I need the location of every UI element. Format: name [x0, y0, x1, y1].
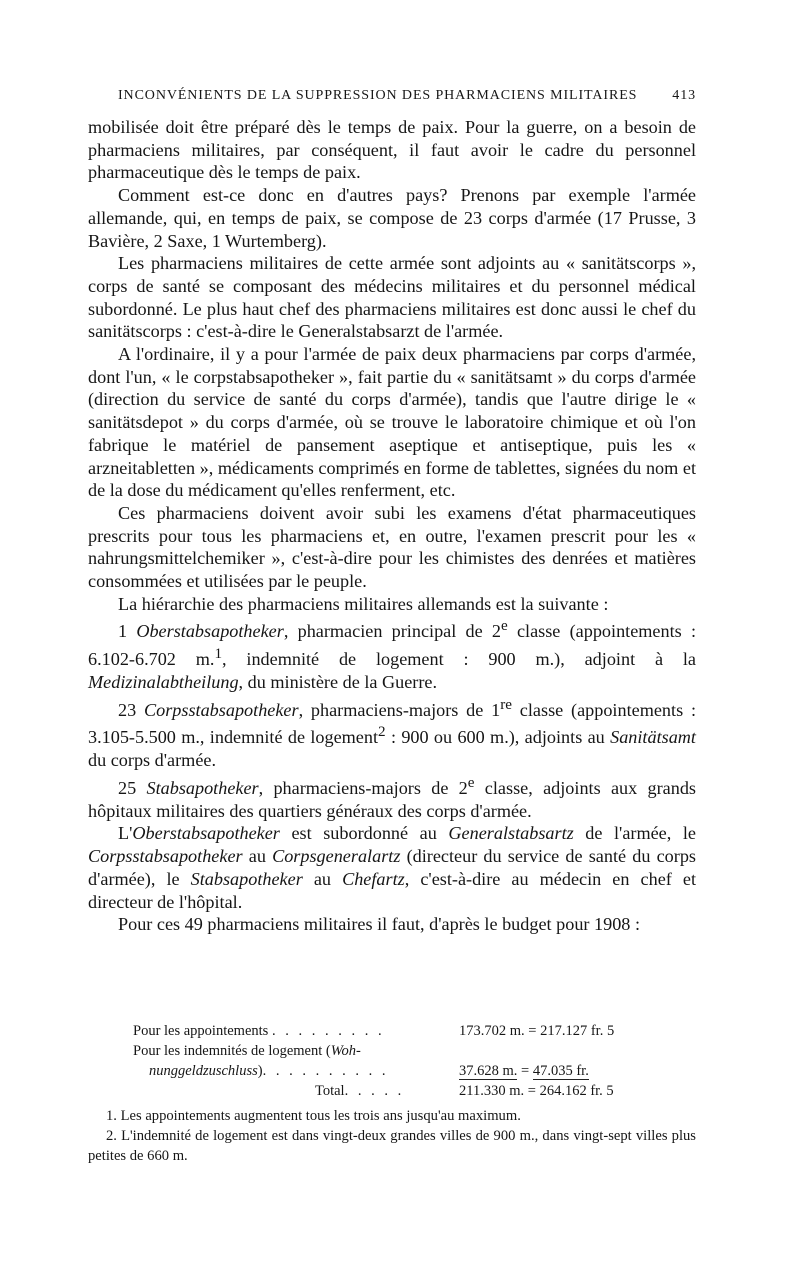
text-span: classe, adjoints aux grands hôpitaux militaires des quartiers généraux des corps d'armée. — [88, 778, 696, 821]
equals-sign: = — [527, 1083, 536, 1099]
label-italic: nunggeldzuschluss — [149, 1063, 258, 1079]
italic-term: Corpsstabsapotheker — [143, 699, 299, 720]
budget-table — [133, 1021, 653, 1101]
paragraph: Ces pharmaciens doivent avoir subi les examens d'état pharmaceutiques prescrits pour tous les pharmaciens et, en outre, l'examen prescrit pour les « nahrungsmittelchemiker », c'est-à-dire pour les chimistes des denrées et matières consommées et utilisées par le peuple. — [88, 502, 696, 592]
footnote-ref: 1 — [214, 645, 223, 663]
italic-term: Medizinalabtheilung — [88, 672, 239, 692]
equals-sign: = — [521, 1063, 530, 1079]
italic-term: Stabsapotheker — [190, 868, 303, 889]
superscript: re — [500, 695, 513, 713]
budget-amount — [459, 1061, 595, 1081]
hierarchy-item — [88, 694, 696, 772]
amount-fr: 47.035 fr. — [532, 1063, 589, 1079]
text-span: , indemnité de logement : 900 m.), adjoint à la — [222, 649, 696, 670]
text-span: du corps d'armée. — [88, 750, 217, 771]
italic-term: Chefartz — [342, 868, 405, 889]
footnote: 1. Les appointements augmentent tous les trois ans jusqu'au maximum. — [106, 1108, 521, 1124]
paragraph: mobilisée doit être préparé dès le temps de paix. Pour la guerre, on a besoin de pharmaciens militaires, par conséquent, il faut avoir le cadre du personnel pharmaceutique dès le temps de paix. — [88, 117, 696, 183]
superscript: e — [467, 773, 475, 791]
label-italic: Woh- — [330, 1043, 361, 1059]
text-span: classe (appointements : 6.102-6.702 m. — [88, 621, 697, 670]
text-span: au — [302, 868, 343, 889]
label-text: Total — [315, 1083, 345, 1099]
amount-m: 211.330 m. — [459, 1083, 525, 1099]
paragraph: Comment est-ce donc en d'autres pays? Prenons par exemple l'armée allemande, qui, en temps de paix, se compose de 23 corps d'armée (17 Prusse, 3 Bavière, 2 Saxe, 1 Wurtemberg). — [88, 185, 696, 251]
text-span: (directeur du service de santé du corps d'armée), le — [88, 846, 696, 889]
text-span: L' — [118, 823, 133, 844]
budget-row — [133, 1061, 653, 1081]
amount-fr: 264.162 fr. 5 — [539, 1083, 614, 1099]
text-span: classe (appointements : 3.105-5.500 m., indemnité de logement — [88, 699, 696, 748]
text-span: : 900 ou 600 m.), adjoints au — [385, 727, 611, 748]
text-span: , pharmaciens-majors de 2 — [258, 778, 468, 798]
body-text — [88, 116, 696, 936]
running-header — [118, 88, 696, 110]
italic-term: Generalstabsartz — [448, 823, 574, 844]
italic-term: Stabsapotheker — [146, 778, 259, 798]
budget-label — [149, 1061, 388, 1081]
budget-label — [133, 1021, 385, 1041]
footnote-ref: 2 — [378, 723, 386, 741]
text-span: , pharmaciens-majors de 1 — [298, 699, 501, 720]
text-span: au — [242, 846, 273, 867]
budget-amount: 173.702 m. = 217.127 fr. 5 — [459, 1023, 615, 1039]
label-text: Pour les indemnités de logement ( — [133, 1043, 331, 1059]
leader-dots: . . . . . . . . . . — [262, 1063, 389, 1079]
amount-m: 37.628 m. — [459, 1063, 518, 1079]
text-span: 23 — [118, 699, 144, 720]
italic-term: Oberstabsapotheker — [132, 823, 280, 844]
leader-dots: . . . . . — [344, 1083, 405, 1099]
superscript: e — [501, 617, 508, 635]
budget-total-row — [133, 1081, 653, 1101]
footnotes — [88, 1106, 696, 1166]
paragraph: A l'ordinaire, il y a pour l'armée de paix deux pharmaciens par corps d'armée, dont l'un, « le corpstabsapotheker », fait partie du « sanitätsamt » du corps d'armée (direction du service de santé du corps d'armée), tandis que l'autre dirige le « sanitätsdepot » du corps d'armée, où se trouve le laboratoire chimique et où l'on fabrique le matériel de pansement aseptique et antiseptique, puis les « arzneitabletten », médicaments comprimés en forme de tablettes, signées du nom et de la dose du médicament qu'elles renferment, etc. — [88, 344, 696, 501]
paragraph: Pour ces 49 pharmaciens militaires il faut, d'après le budget pour 1908 : — [118, 914, 640, 935]
budget-row — [133, 1041, 653, 1061]
page-number: 413 — [672, 88, 696, 103]
budget-row — [133, 1021, 653, 1041]
budget-label — [315, 1081, 404, 1101]
hierarchy-item — [88, 772, 696, 822]
italic-term: Corpsstabsapotheker — [88, 846, 243, 867]
text-span: 1 — [118, 621, 137, 642]
text-span: , pharmacien principal de 2 — [283, 621, 501, 642]
label-text: ) — [257, 1063, 263, 1079]
italic-term: Sanitätsamt — [610, 727, 696, 748]
text-span: 25 — [118, 778, 147, 798]
italic-term: Corpsgeneralartz — [272, 846, 401, 867]
budget-label — [133, 1041, 361, 1061]
leader-dots: . . . . . . . . . — [271, 1023, 385, 1039]
paragraph — [88, 822, 696, 913]
budget-amount — [459, 1081, 614, 1101]
text-span: , c'est-à-dire au médecin en chef et directeur de l'hôpital. — [88, 868, 697, 912]
text-span: est subordonné au — [279, 823, 449, 844]
text-span: , du ministère de la Guerre. — [238, 672, 438, 692]
running-title: INCONVÉNIENTS DE LA SUPPRESSION DES PHARMACIENS MILITAIRES — [118, 88, 638, 103]
paragraph: La hiérarchie des pharmaciens militaires allemands est la suivante : — [118, 593, 609, 614]
italic-term: Oberstabsapotheker — [136, 621, 284, 642]
paragraph: Les pharmaciens militaires de cette armée sont adjoints au « sanitätscorps », corps de santé se composant des médecins militaires et du personnel médical subordonné. Le plus haut chef des pharmaciens militaires est donc aussi le chef du sanitätscorps : c'est-à-dire le Generalstabsarzt de l'armée. — [88, 253, 696, 342]
label-text: Pour les appointements — [133, 1023, 269, 1039]
hierarchy-item — [88, 615, 696, 693]
text-span: de l'armée, le — [573, 823, 697, 844]
footnote: 2. L'indemnité de logement est dans vingt-deux grandes villes de 900 m., dans vingt-sept villes plus petites de 660 m. — [88, 1128, 696, 1164]
